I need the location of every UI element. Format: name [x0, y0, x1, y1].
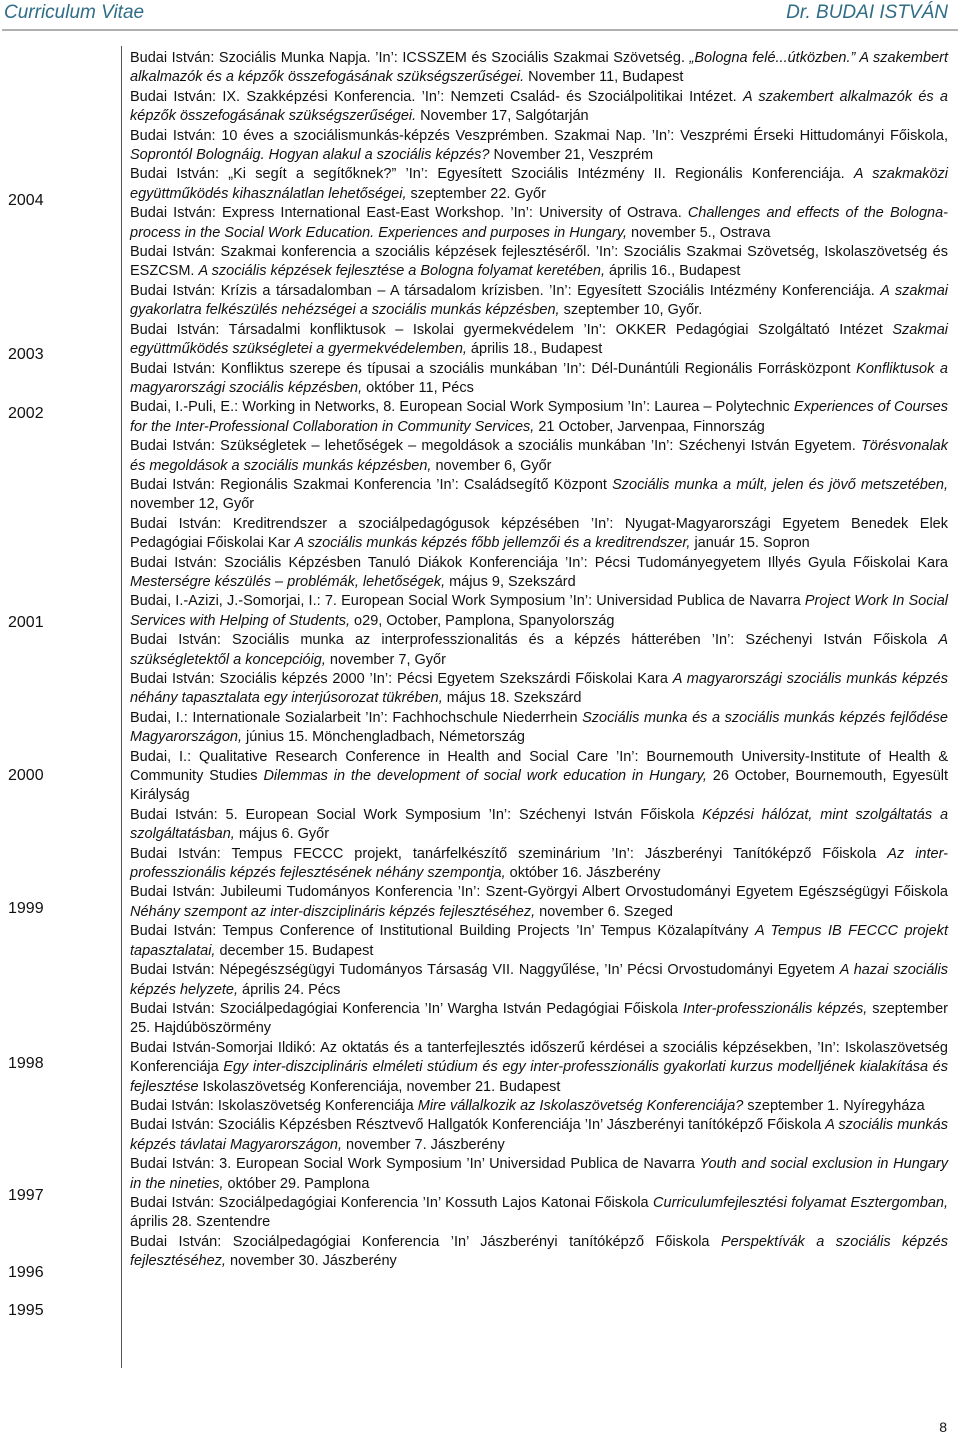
publication-entry	[130, 360, 948, 399]
entry-text: Budai István: Tempus FECCC projekt, tanárfelkészítő szeminárium ’In’: Jászberényi Tanítóképző Főiskola	[130, 845, 888, 862]
header-rule	[2, 29, 958, 31]
entry-text: o29, October, Pamplona, Spanyolország	[350, 612, 615, 629]
entry-title: Perspektívák a szociális képzés fejlesztéséhez,	[130, 1233, 948, 1270]
entry-text: szeptember 22. Győr	[406, 185, 546, 202]
entry-title: Szociális munka a múlt, jelen és jövő metszetében,	[612, 476, 948, 493]
entry-text: április 28. Szentendre	[130, 1214, 271, 1231]
entry-text: Budai István: Jubileumi Tudományos Konferencia ’In’: Szent-Györgyi Albert Orvostudományi Egyetem Egészségügyi Főiskola	[130, 884, 948, 901]
publication-entry	[130, 1155, 948, 1194]
entry-text: November 21, Veszprém	[489, 147, 654, 164]
publication-entry	[130, 670, 948, 709]
entry-text: november 6, Győr	[431, 457, 552, 474]
entry-title: Néhány szempont az inter-diszciplináris képzés fejlesztéséhez,	[130, 903, 536, 920]
publication-entry	[130, 748, 948, 806]
entry-text: Budai István: Szociálpedagógiai Konferencia ’In’ Kossuth Lajos Katonai Főiskola	[130, 1194, 654, 1211]
entry-text: október 29. Pamplona	[223, 1175, 370, 1192]
entry-text: Budai István: Népegészségügyi Tudományos Társaság VII. Naggyűlése, ’In’ Pécsi Orvostudományi Egyetem	[130, 962, 840, 979]
entry-title: A hazai szociális képzés helyzete,	[130, 962, 948, 998]
entry-text: október 11, Pécs	[362, 379, 474, 396]
entry-text: Budai, I.-Azizi, J.-Somorjai, I.: 7. European Social Work Symposium ’In’: Universidad Publica de Navarra	[130, 593, 805, 610]
entry-title: Konfliktusok a magyarországi szociális képzésben,	[130, 360, 948, 396]
publication-entry	[130, 961, 948, 1000]
entry-title: Curriculumfejlesztési folyamat Esztergomban,	[653, 1194, 948, 1211]
publication-entry	[130, 476, 948, 515]
entry-text: Budai István: Szociális képzés 2000 ’In’: Pécsi Egyetem Szekszárdi Főiskolai Kara	[130, 671, 673, 687]
entry-title: Soprontól Bolognáig. Hogyan alakul a szociális képzés?	[130, 147, 490, 164]
publication-entry	[130, 631, 948, 670]
entry-text: október 16. Jászberény	[505, 865, 661, 882]
year-label: 1995	[8, 1302, 44, 1319]
publication-entry	[130, 1039, 948, 1097]
year-label: 1996	[8, 1264, 44, 1281]
entry-title: Challenges and effects of the Bologna-process in the Social Work Education. Experiences and purposes in Hungary,	[130, 205, 948, 241]
page-number: 8	[939, 1419, 947, 1435]
entry-title: Szakmai együttműködés szükségletei a gyermekvédelemben,	[130, 321, 948, 358]
entry-text: Budai István: 5. European Social Work Symposium ’In’: Széchenyi István Főiskola	[130, 806, 703, 823]
entry-title: A szakmai gyakorlatra felkészülés nehézségei a szociális munkás képzésben,	[130, 282, 949, 319]
entry-text: november 5., Ostrava	[627, 224, 771, 241]
entry-text: november 6. Szeged	[535, 903, 673, 920]
entry-title: „Bologna felé...útközben.” A szakembert alkalmazók és a képzők összefogásának szükségszerűségei.	[130, 50, 948, 86]
header-title: Curriculum Vitae	[4, 2, 145, 23]
entry-text: Budai, I.: Internationale Sozialarbeit ’In’: Fachhochschule Niederrhein	[130, 709, 583, 726]
entry-text: Budai István: 3. European Social Work Symposium ’In’ Universidad Publica de Navarra	[130, 1156, 700, 1173]
entry-text: Budai István: Társadalmi konfliktusok – Iskolai gyermekvédelem ’In’: OKKER Pedagógiai Szolgáltató Intézet	[130, 321, 893, 338]
entry-text: december 15. Budapest	[215, 942, 374, 959]
entry-text: május 6. Győr	[234, 826, 330, 843]
publication-entry	[130, 243, 948, 282]
entry-text: Budai István: Tempus Conference of Institutional Building Projects ’In’ Tempus Közalapítvány	[130, 923, 755, 940]
entry-text: Budai István: Konfliktus szerepe és típusai a szociális munkában ’In’: Dél-Dunántúli Regionális Forrásközpont	[130, 360, 857, 377]
entry-title: A szakmaközi együttműködés kihasználatlan lehetőségei,	[130, 166, 948, 202]
publication-entry	[130, 515, 948, 554]
entry-text: november 30. Jászberény	[225, 1253, 397, 1270]
entry-text: Budai István-Somorjai Ildikó: Az oktatás és a tanterfejlesztés időszerű kérdései a szociális képzésekben, ’In’: Iskolaszövetség Konferenciája	[130, 1039, 948, 1076]
year-label: 2002	[8, 405, 44, 422]
year-label: 2004	[8, 192, 44, 209]
publication-entry	[130, 127, 948, 166]
year-label: 1997	[8, 1187, 44, 1204]
entry-text: április 16., Budapest	[604, 263, 741, 280]
publication-entry	[130, 845, 948, 884]
entry-text: Budai István: Szükségletek – lehetőségek – megoldások a szociális munkában ’In’: Széchenyi István Egyetem.	[130, 438, 861, 455]
publication-entry	[130, 922, 948, 961]
publication-entry	[130, 1116, 948, 1155]
entry-text: április 18., Budapest	[466, 341, 603, 358]
publication-entry	[130, 592, 948, 631]
entry-text: Iskolaszövetség Konferenciája, november 21. Budapest	[198, 1078, 561, 1095]
entry-text: Budai István: Kreditrendszer a szociálpedagógusok képzésében ’In’: Nyugat-Magyarországi Egyetem Benedek Elek Pedagógiai Főiskolai Kar	[130, 515, 948, 552]
entry-text: Budai István: Szociális Képzésben Tanuló Diákok Konferenciája ’In’: Pécsi Tudományegyetem Illyés Gyula Főiskolai Kara	[130, 554, 948, 571]
entry-text: Budai, I.: Qualitative Research Conference in Health and Social Care ’In’: Bournemouth University-Institute of Health & Community Studies	[130, 748, 948, 785]
publication-entry	[130, 88, 948, 127]
publication-entry	[130, 165, 948, 204]
publication-entry	[130, 1194, 948, 1233]
entry-text: május 9, Szekszárd	[445, 573, 576, 590]
entry-text: november 7. Jászberény	[341, 1136, 505, 1153]
entry-title: A szakembert alkalmazók és a képzők összefogásának szükségszerűségei.	[130, 88, 948, 125]
entry-title: Experiences of Courses for the Inter-Professional Collaboration in Community Services,	[130, 399, 948, 435]
publication-list	[130, 49, 948, 1272]
publication-entry	[130, 204, 948, 243]
entry-text: Budai István: Iskolaszövetség Konferenciája	[130, 1097, 418, 1114]
year-label: 2001	[8, 614, 44, 631]
entry-title: Project Work In Social Services with Helping of Students,	[130, 593, 948, 629]
entry-title: A magyarországi szociális munkás képzés néhány tapasztalata egy interjúsorozat tükrében,	[130, 671, 948, 707]
entry-text: November 11, Budapest	[524, 69, 684, 86]
entry-title: A szociális munkás képzés főbb jellemzői és a kreditrendszer,	[294, 535, 691, 552]
entry-text: 21 October, Jarvenpaa, Finnország	[534, 418, 765, 435]
entry-title: A Tempus IB FECCC projekt tapasztalatai,	[130, 923, 948, 959]
entry-text: Budai István: Express International East-East Workshop. ’In’: University of Ostrava.	[130, 205, 688, 222]
entry-text: június 15. Mönchengladbach, Németország	[242, 729, 525, 746]
entry-text: Budai István: Regionális Szakmai Konferencia ’In’: Családsegítő Központ	[130, 476, 613, 493]
publication-entry	[130, 1233, 948, 1272]
year-label: 1998	[8, 1055, 44, 1072]
entry-text: Budai István: Szociális Képzésben Résztvevő Hallgatók Konferenciája ’In’ Jászberényi tanítóképző Főiskola	[130, 1117, 826, 1134]
year-label: 1999	[8, 900, 44, 917]
publication-entry	[130, 709, 948, 748]
entry-text: november 12, Győr	[130, 496, 255, 513]
publication-entry	[130, 883, 948, 922]
entry-title: A szociális képzések fejlesztése a Bologna folyamat keretében,	[198, 263, 605, 280]
entry-text: Budai István: Szociálpedagógiai Konferencia ’In’ Jászberényi tanítóképző Főiskola	[130, 1233, 721, 1250]
entry-title: Az inter-professzionális képzés fejlesztésének néhány szempontja,	[130, 845, 948, 882]
entry-text: Budai István: Szociális Munka Napja. ’In’: ICSSZEM és Szociális Szakmai Szövetség.	[130, 50, 690, 66]
entry-title: A szociális munkás képzés távlatai Magyarországon,	[130, 1117, 948, 1153]
entry-text: Budai István: IX. Szakképzési Konferencia. ’In’: Nemzeti Család- és Szociálpolitikai Intézet.	[130, 88, 743, 105]
year-label: 2003	[8, 346, 44, 363]
entry-title: Mesterségre készülés – problémák, lehetőségek,	[130, 573, 446, 590]
entry-text: szeptember 10, Győr.	[559, 302, 703, 319]
entry-title: Mire vállalkozik az Iskolaszövetség Konferenciája?	[417, 1097, 744, 1114]
entry-title: Szociális munka és a szociális munkás képzés fejlődése Magyarországon,	[130, 709, 948, 746]
publication-entry	[130, 398, 948, 437]
timeline-divider	[121, 46, 122, 1368]
publication-entry	[130, 437, 948, 476]
publication-entry	[130, 554, 948, 593]
entry-title: Dilemmas in the development of social work education in Hungary,	[263, 768, 707, 785]
entry-text: November 17, Salgótarján	[416, 108, 589, 125]
entry-text: Budai István: „Ki segít a segítőknek?” ’In’: Egyesített Szociális Intézmény II. Regionális Konferenciája.	[130, 166, 854, 183]
entry-text: november 7, Győr	[325, 651, 446, 668]
entry-text: Budai István: Szociális munka az interprofesszionalitás és a képzés hátterében ’In’: Széchenyi István Főiskola	[130, 632, 939, 649]
publication-entry	[130, 806, 948, 845]
entry-title: Youth and social exclusion in Hungary in the nineties,	[130, 1156, 948, 1192]
entry-title: A szükségletektől a koncepcióig,	[130, 632, 948, 668]
publication-entry	[130, 1000, 948, 1039]
entry-text: Budai István: 10 éves a szociálismunkás-képzés Veszprémben. Szakmai Nap. ’In’: Veszprémi Érseki Hittudományi Főiskola,	[130, 127, 948, 144]
entry-text: 26 October, Bournemouth, Egyesült Királyság	[130, 768, 949, 804]
publication-entry	[130, 1097, 948, 1116]
entry-text: január 15. Sopron	[690, 535, 810, 552]
publication-entry	[130, 321, 948, 360]
entry-text: május 18. Szekszárd	[442, 690, 582, 707]
year-column	[0, 0, 120, 1442]
entry-title: Inter-professzionális képzés,	[682, 1000, 868, 1017]
entry-text: Budai István: Szociálpedagógiai Konferencia ’In’ Wargha István Pedagógiai Főiskola	[130, 1000, 683, 1017]
publication-entry	[130, 282, 948, 321]
entry-title: Képzési hálózat, mint szolgáltatás a szolgáltatásban,	[130, 806, 949, 843]
entry-title: Törésvonalak és megoldások a szociális munkás képzésben,	[130, 438, 948, 474]
entry-text: Budai István: Szakmai konferencia a szociális képzések fejlesztéséről. ’In’: Szociális Szakmai Szövetség, Iskolaszövetség és ESZCSM.	[130, 244, 948, 280]
entry-text: szeptember 1. Nyíregyháza	[743, 1097, 925, 1114]
publication-entry	[130, 49, 948, 88]
entry-text: szeptember 25. Hajdúböszörmény	[130, 1000, 948, 1037]
year-label: 2000	[8, 767, 44, 784]
entry-text: április 24. Pécs	[238, 981, 341, 998]
entry-text: Budai István: Krízis a társadalomban – A társadalom krízisben. ’In’: Egyesített Szociális Intézmény Konferenciája.	[130, 282, 881, 299]
entry-title: Egy inter-diszciplináris elméleti stúdium és egy inter-professzionális gyakorlati kurzus modelljének kialakítása és fejlesztése	[130, 1059, 948, 1095]
header-author: Dr. BUDAI ISTVÁN	[786, 2, 948, 23]
entry-text: Budai, I.-Puli, E.: Working in Networks, 8. European Social Work Symposium ’In’: Laurea – Polytechnic	[130, 399, 794, 416]
